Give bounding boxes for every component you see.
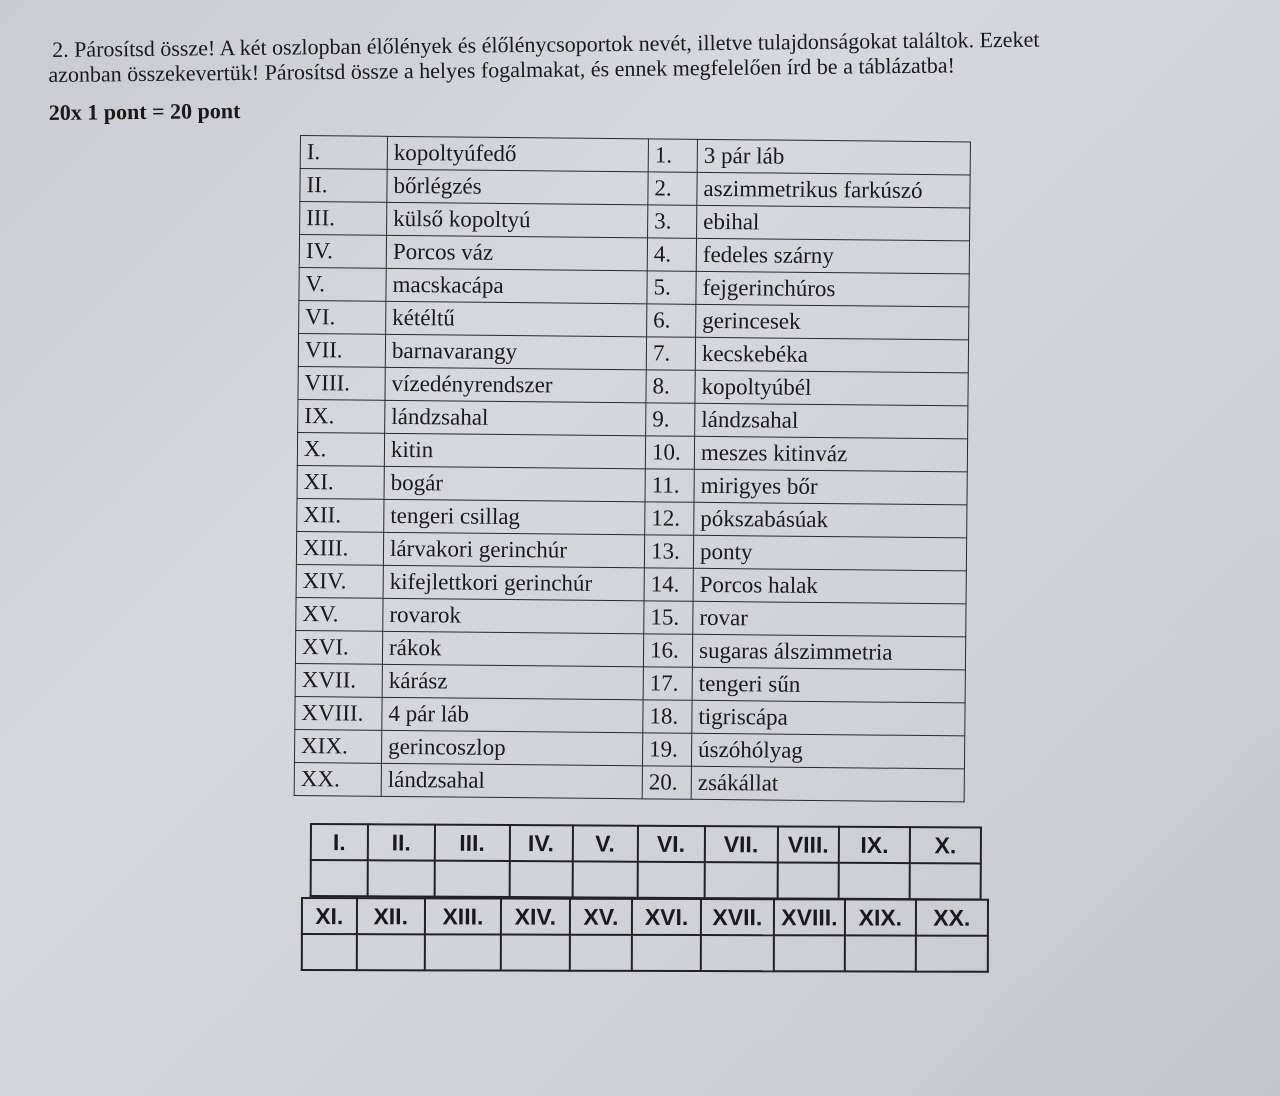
roman-numeral-cell: IV.: [299, 235, 386, 269]
description-cell: úszóhólyag: [691, 733, 964, 769]
answer-blank-cell[interactable]: [637, 862, 704, 898]
roman-numeral-cell: I.: [300, 136, 387, 170]
roman-numeral-cell: VII.: [298, 333, 385, 367]
instruction-line-1: 2. Párosítsd össze! A két oszlopban élőlények és élőlénycsoportok nevét, illetve tulajdonságokat találtok. Ezeket: [51, 26, 1040, 62]
match-row: [294, 762, 964, 801]
answer-header-cell: XVII.: [701, 899, 774, 935]
number-cell: 3.: [648, 205, 697, 238]
answer-header-cell: IX.: [839, 827, 910, 863]
answer-header-cell: IV.: [509, 825, 572, 861]
answer-blank-cell[interactable]: [777, 862, 839, 898]
answer-blank-cell[interactable]: [916, 936, 988, 972]
answer-header-cell: XI.: [302, 898, 357, 934]
answer-blank-cell[interactable]: [910, 863, 981, 899]
number-cell: 19.: [642, 733, 691, 766]
description-cell: kopoltyúbél: [695, 370, 968, 406]
term-cell: macskacápa: [386, 268, 647, 304]
description-cell: fejgerinchúros: [696, 271, 969, 307]
roman-numeral-cell: X.: [297, 432, 384, 466]
answer-header-cell: XV.: [570, 899, 633, 935]
answer-header-cell: XX.: [916, 900, 988, 936]
answer-blank-cell[interactable]: [311, 860, 368, 896]
answer-blank-cell[interactable]: [839, 863, 910, 899]
answer-header-cell: I.: [311, 824, 368, 860]
answer-blank-cell[interactable]: [572, 861, 637, 897]
number-cell: 4.: [647, 238, 696, 271]
term-cell: rovarok: [383, 598, 644, 634]
term-cell: Porcos váz: [386, 235, 647, 271]
term-cell: lándzsahal: [385, 400, 646, 436]
number-cell: 15.: [644, 601, 693, 634]
description-cell: 3 pár láb: [697, 139, 970, 175]
instructions: [48, 25, 1248, 125]
answer-header-cell: III.: [435, 825, 510, 861]
answer-header-cell: XIX.: [845, 899, 916, 935]
term-cell: kárász: [382, 664, 643, 700]
description-cell: ebihal: [697, 205, 970, 241]
description-cell: Porcos halak: [693, 568, 966, 604]
term-cell: kétéltű: [386, 301, 647, 337]
number-cell: 7.: [646, 337, 695, 370]
answer-blank-cell[interactable]: [569, 935, 632, 971]
description-cell: tengeri sűn: [692, 667, 965, 703]
number-cell: 12.: [645, 502, 694, 535]
description-cell: mirigyes bőr: [694, 469, 967, 505]
term-cell: külső kopoltyú: [387, 202, 648, 238]
number-cell: 5.: [647, 271, 696, 304]
description-cell: kecskebéka: [695, 337, 968, 373]
answer-blank-cell[interactable]: [302, 934, 357, 970]
roman-numeral-cell: IX.: [298, 399, 385, 433]
roman-numeral-cell: XI.: [297, 465, 384, 499]
roman-numeral-cell: XV.: [296, 597, 383, 631]
description-cell: meszes kitinváz: [694, 436, 967, 472]
roman-numeral-cell: III.: [300, 202, 387, 236]
roman-numeral-cell: XII.: [297, 498, 384, 532]
number-cell: 14.: [644, 568, 693, 601]
number-cell: 16.: [643, 634, 692, 667]
number-cell: 6.: [647, 304, 696, 337]
answer-table-1: [310, 823, 982, 901]
term-cell: lárvakori gerinchúr: [383, 532, 644, 568]
answer-blank-cell[interactable]: [845, 935, 916, 971]
term-cell: gerincoszlop: [381, 730, 642, 766]
points-label: 20x 1 pont = 20 pont: [48, 97, 241, 125]
number-cell: 20.: [642, 766, 691, 799]
term-cell: kopoltyúfedő: [387, 136, 648, 172]
roman-numeral-cell: VI.: [299, 300, 386, 334]
description-cell: tigriscápa: [692, 700, 965, 736]
answer-header-cell: VI.: [637, 826, 704, 862]
roman-numeral-cell: XIV.: [296, 564, 383, 598]
answer-header-cell: XIV.: [501, 899, 570, 935]
description-cell: aszimmetrikus farkúszó: [697, 172, 970, 208]
answer-header-cell: X.: [910, 827, 981, 863]
description-cell: gerincesek: [696, 304, 969, 340]
number-cell: 11.: [645, 469, 694, 502]
term-cell: vízedényrendszer: [385, 367, 646, 403]
number-cell: 13.: [644, 535, 693, 568]
description-cell: pókszabásúak: [694, 502, 967, 538]
roman-numeral-cell: XVI.: [295, 630, 382, 664]
roman-numeral-cell: XX.: [294, 762, 381, 796]
roman-numeral-cell: XVII.: [295, 663, 382, 697]
term-cell: lándzsahal: [381, 763, 642, 799]
answer-header-cell: XVI.: [632, 899, 701, 935]
term-cell: barnavarangy: [385, 334, 646, 370]
term-cell: bogár: [384, 466, 645, 502]
description-cell: lándzsahal: [695, 403, 968, 439]
answer-blank-cell[interactable]: [368, 860, 435, 896]
answer-blank-cell[interactable]: [701, 935, 774, 971]
answer-blank-cell[interactable]: [434, 861, 509, 897]
answer-table-2: [301, 897, 989, 973]
answer-blank-cell[interactable]: [501, 935, 570, 971]
number-cell: 9.: [646, 403, 695, 436]
roman-numeral-cell: V.: [299, 267, 386, 301]
answer-header-cell: V.: [572, 825, 637, 861]
description-cell: rovar: [693, 601, 966, 637]
term-cell: rákok: [382, 631, 643, 667]
roman-numeral-cell: VIII.: [298, 366, 385, 400]
term-cell: kitin: [384, 433, 645, 469]
description-cell: fedeles szárny: [696, 238, 969, 274]
instruction-line-2: azonban összekevertük! Párosítsd össze a helyes fogalmakat, és ennek megfelelően írd be a táblázatba!: [48, 52, 955, 87]
roman-numeral-cell: II.: [300, 169, 387, 203]
description-cell: ponty: [693, 535, 966, 571]
answer-blank-cell[interactable]: [632, 935, 701, 971]
answer-blank-cell[interactable]: [509, 861, 572, 897]
answer-header-cell: XVIII.: [774, 899, 845, 935]
answer-blank-cell[interactable]: [356, 934, 424, 970]
answer-header-cell: XII.: [357, 898, 425, 934]
term-cell: tengeri csillag: [384, 499, 645, 535]
answer-header-cell: VIII.: [777, 826, 839, 862]
matching-table: [294, 135, 971, 802]
answer-blank-cell[interactable]: [425, 934, 501, 970]
number-cell: 8.: [646, 370, 695, 403]
term-cell: bőrlégzés: [387, 169, 648, 205]
description-cell: zsákállat: [691, 766, 964, 802]
term-cell: kifejlettkori gerinchúr: [383, 565, 644, 601]
term-cell: 4 pár láb: [382, 697, 643, 733]
number-cell: 10.: [645, 436, 694, 469]
answer-header-cell: VII.: [704, 826, 777, 862]
answer-blank-cell[interactable]: [704, 862, 777, 898]
number-cell: 17.: [643, 667, 692, 700]
roman-numeral-cell: XIII.: [296, 531, 383, 565]
description-cell: sugaras álszimmetria: [692, 634, 965, 670]
roman-numeral-cell: XIX.: [294, 729, 381, 763]
number-cell: 18.: [643, 700, 692, 733]
roman-numeral-cell: XVIII.: [295, 696, 382, 730]
number-cell: 2.: [648, 172, 697, 205]
answer-blank-cell[interactable]: [774, 935, 845, 971]
answer-header-cell: II.: [368, 824, 435, 860]
answer-header-cell: XIII.: [425, 898, 501, 934]
number-cell: 1.: [648, 139, 697, 172]
